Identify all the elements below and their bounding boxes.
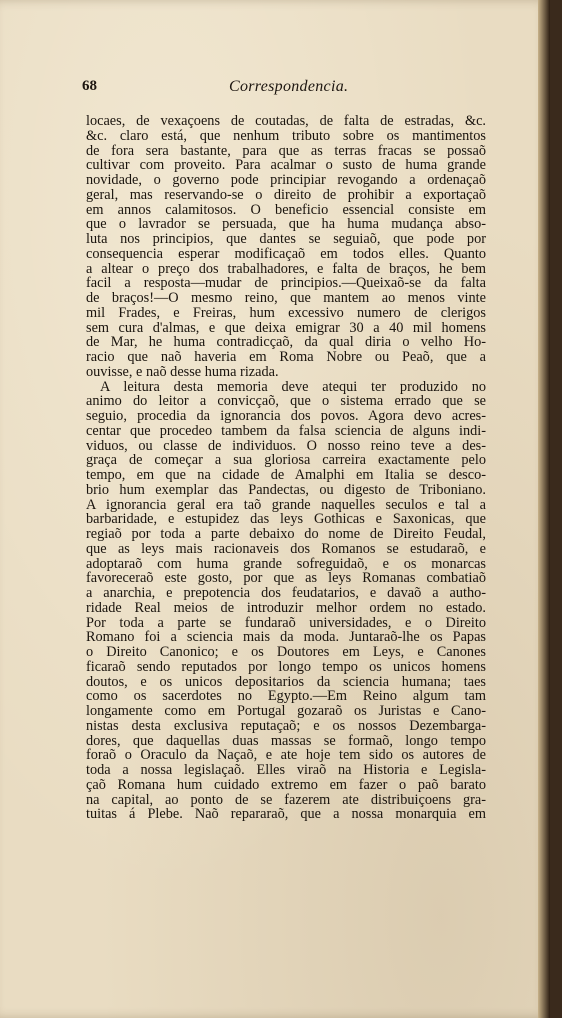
text-line: geral, mas reservando-se o direito de prohibir a exportaçaõ — [86, 186, 486, 203]
text-line: em annos calamitosos. O beneficio essencial consiste em — [86, 201, 486, 218]
text-line: de braços!—O mesmo reino, que mantem ao menos vinte — [86, 290, 486, 306]
text-line: consequencia esperar modificaçaõ em todos elles. Quanto — [86, 245, 486, 262]
text-line: longamente como em Portugal gozaraõ os Juristas e Cano- — [86, 703, 486, 719]
text-line: cultivar com proveito. Para acalmar o susto de huma grande — [86, 157, 486, 174]
text-line: çaõ Romana hum cuidado extremo em fazer o paõ barato — [86, 776, 486, 793]
text-line: centar que procedeo tambem da falsa sciencia de alguns indi- — [86, 422, 486, 439]
text-line: ficaraõ sendo reputados por longo tempo os unicos homens — [86, 658, 486, 675]
text-line: foraõ o Oraculo da Naçaõ, e ate hoje tem sido os autores de — [86, 747, 486, 764]
text-line: a anarchia, e prepotencia dos feudatarios, e davaõ a autho- — [86, 585, 486, 601]
text-line: facil a resposta—mudar de principios.—Queixaõ-se da falta — [86, 275, 486, 292]
text-line: viduos, ou classe de individuos. O nosso reino teve a des- — [86, 437, 486, 454]
text-line: que o lavrador se persuada, que ha huma mudança abso- — [86, 216, 486, 233]
text-line: de Mar, he huma contradicçaõ, da qual diria o velho Ho- — [86, 334, 486, 351]
text-line: toda a nossa legislaçaõ. Elles viraõ na Historia e Legisla- — [86, 762, 486, 778]
text-line: barbaridade, e estupidez das leys Gothicas e Saxonicas, que — [86, 511, 486, 528]
text-line: brio hum exemplar das Pandectas, ou digesto de Triboniano. — [86, 481, 486, 498]
text-line: Por toda a parte se fundaraõ universidades, e o Direito — [86, 614, 486, 631]
text-line: mil Frades, e Freiras, hum excessivo numero de clerigos — [86, 304, 486, 321]
text-line: tuitas á Plebe. Naõ repararaõ, que a nossa monarquia em — [86, 806, 486, 823]
text-line: que as leys mais racionaveis dos Romanos se estudaraõ, e — [86, 540, 486, 557]
text-line: doutos, e os unicos depositarios da sciencia humana; taes — [86, 673, 486, 690]
text-line: dores, que daquellas duas massas se formaõ, longo tempo — [86, 732, 486, 749]
page-number: 68 — [82, 78, 97, 94]
text-line: A ignorancia geral era taõ grande naquelles seculos e tal a — [86, 496, 486, 513]
text-line: racio que naõ haveria em Roma Nobre ou Peaõ, que a — [86, 349, 486, 365]
text-line: a altear o preço dos trabalhadores, e falta de braços, he bem — [86, 260, 486, 277]
text-line: Romano foi a sciencia mais da moda. Juntaraõ-lhe os Papas — [86, 629, 486, 646]
text-line: locaes, de vexaçoens de coutadas, de falta de estradas, &c. — [86, 113, 486, 129]
page-edge-shadow — [538, 0, 550, 1018]
text-line: ridade Real meios de introduzir melhor ordem no estado. — [86, 599, 486, 616]
body-text — [86, 114, 486, 822]
text-line: favoreceraõ este gosto, por que as leys Romanas combatiaõ — [86, 570, 486, 587]
text-line: sem cura d'almas, e que deixa emigrar 30 a 40 mil homens — [86, 319, 486, 336]
text-line: regiaõ por toda a parte debaixo do nome de Direito Feudal, — [86, 526, 486, 542]
text-line: seguio, procedia da ignorancia dos povos. Agora devo acres- — [86, 408, 486, 424]
running-head — [82, 78, 477, 100]
text-line: ouvisse, e naõ desse huma rizada. — [86, 363, 279, 380]
text-line: nistas desta exclusiva reputaçaõ; e os nossos Dezembarga- — [86, 717, 486, 734]
text-line: de fora sera bastante, para que as terras fracas se possaõ — [86, 142, 486, 159]
text-line: luta nos principios, que dantes se seguiaõ, que pode por — [86, 231, 486, 247]
text-line: adoptaraõ com huma grande sofreguidaõ, e os monarcas — [86, 555, 486, 572]
text-line: &c. claro está, que nenhum tributo sobre os mantimentos — [86, 127, 486, 144]
text-line: graça de começar a sua gloriosa carreira exactamente pelo — [86, 452, 486, 469]
paragraph-start-line: A leitura desta memoria deve atequi ter produzido no — [100, 378, 486, 395]
text-line: tempo, em que na cidade de Amalphi em Italia se desco- — [86, 467, 486, 483]
text-line: na capital, ao ponto de se fazerem ate distribuiçoens gra- — [86, 791, 486, 808]
text-line: o Direito Canonico; e os Doutores em Leys, e Canones — [86, 644, 486, 660]
text-line: animo do leitor a convicçaõ, que o sistema errado que se — [86, 393, 486, 410]
text-line: como os sacerdotes no Egypto.—Em Reino algum tam — [86, 688, 486, 705]
text-line: novidade, o governo pode principiar revogando a ordenaçaõ — [86, 172, 486, 188]
running-title: Correspondencia. — [229, 78, 349, 95]
